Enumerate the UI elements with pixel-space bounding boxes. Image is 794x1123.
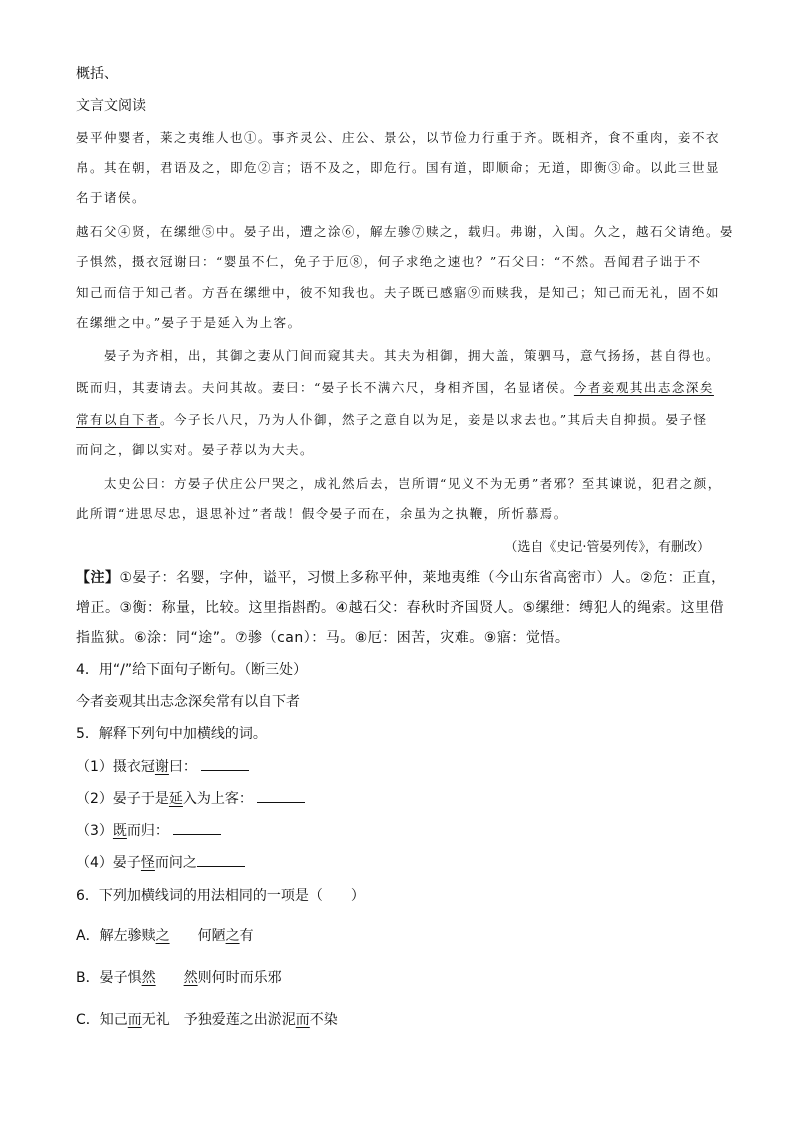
source-citation: （选自《史记·管晏列传》，有删改） bbox=[504, 540, 710, 555]
underlined-word: 怪 bbox=[140, 855, 155, 871]
underlined-word: 然 bbox=[141, 970, 156, 986]
underlined-word: 然 bbox=[183, 970, 198, 986]
passage-line: 太史公曰：方晏子伏庄公尸哭之，成礼然后去，岂所谓“见义不为无勇”者邪？至其谏说，犯君之颜， bbox=[104, 476, 722, 491]
underlined-word: 谢 bbox=[154, 759, 169, 775]
question-5-title: 5．解释下列句中加横线的词。 bbox=[76, 726, 267, 742]
passage-line: 此所谓“进思尽忠，退思补过”者哉！假令晏子而在，余虽为之执鞭，所忻慕焉。 bbox=[76, 506, 568, 521]
question-6-option-c[interactable]: C．知己而无礼 予独爱莲之出淤泥而不染 bbox=[76, 1012, 338, 1028]
passage-line: 越石父④贤，在缧绁⑤中。晏子出，遭之涂⑥，解左骖⑦赎之，载归。弗谢，入闺。久之，越石父请绝。晏 bbox=[76, 224, 735, 239]
answer-blank[interactable] bbox=[173, 820, 221, 835]
answer-blank[interactable] bbox=[197, 852, 245, 867]
passage-line: 晏子为齐相，出，其御之妻从门间而窥其夫。其夫为相御，拥大盖，策驷马，意气扬扬，甚自得也。 bbox=[104, 348, 721, 363]
question-5-item: （4）晏子怪而问之 bbox=[76, 852, 245, 873]
question-6-option-a[interactable]: A．解左骖赎之 何陋之有 bbox=[76, 928, 254, 944]
underlined-word: 之 bbox=[225, 928, 240, 944]
passage-line: 在缧绁之中。”晏子于是延入为上客。 bbox=[76, 315, 302, 330]
underlined-word: 而 bbox=[127, 1012, 142, 1028]
section-heading: 概括、 bbox=[76, 66, 118, 82]
passage-line: 而问之，御以实对。晏子荐以为大夫。 bbox=[76, 442, 315, 457]
underlined-sentence: 常有以自下者 bbox=[76, 412, 161, 427]
passage-line bbox=[76, 378, 714, 398]
underlined-word: 而 bbox=[295, 1012, 310, 1028]
note-line: 指监狱。⑥涂：同“途”。⑦骖（can）：马。⑧厄：困苦，灾难。⑨寤：觉悟。 bbox=[76, 630, 570, 646]
note-line bbox=[76, 568, 726, 588]
passage-heading: 文言文阅读 bbox=[76, 98, 146, 114]
passage-line: 子惧然，摄衣冠谢曰：“婴虽不仁，免子于厄⑧，何子求绝之速也？”石父曰：“不然。吾闻君子诎于不 bbox=[76, 254, 702, 269]
answer-blank[interactable] bbox=[201, 756, 249, 771]
question-4-title: 4．用“/”给下面句子断句。（断三处） bbox=[76, 662, 308, 678]
passage-line: 晏平仲婴者，莱之夷维人也①。事齐灵公、庄公、景公，以节俭力行重于齐。既相齐，食不重肉，妾不衣 bbox=[76, 130, 721, 145]
underlined-sentence: 今者妾观其出志念深矣 bbox=[573, 380, 714, 395]
note-label: 【注】 bbox=[76, 570, 120, 586]
passage-line: 名于诸侯。 bbox=[76, 190, 147, 205]
note-text: ①晏子：名婴，字仲，谥平，习惯上多称平仲，莱地夷维（今山东省高密市）人。②危：正直， bbox=[119, 570, 726, 586]
question-6-title: 6．下列加横线词的用法相同的一项是（ ） bbox=[76, 888, 365, 904]
question-5-item: （2）晏子于是延入为上客： bbox=[76, 788, 305, 809]
underlined-word: 既 bbox=[112, 823, 127, 839]
passage-line: 知己而信于知己者。方吾在缧绁中，彼不知我也。夫子既已感寤⑨而赎我，是知己；知己而无礼，固不如 bbox=[76, 285, 721, 300]
question-4-sentence: 今者妾观其出志念深矣常有以自下者 bbox=[76, 694, 300, 710]
passage-line: 帛。其在朝，君语及之，即危②言；语不及之，即危行。国有道，即顺命；无道，即衡③命。以此三世显 bbox=[76, 160, 721, 175]
note-line: 增正。③衡：称量，比较。这里指斟酌。④越石父：春秋时齐国贤人。⑤缧绁：缚犯人的绳索。这里借 bbox=[76, 600, 725, 616]
question-6-option-b[interactable]: B．晏子惧然 然则何时而乐邪 bbox=[76, 970, 282, 986]
answer-blank[interactable] bbox=[257, 788, 305, 803]
underlined-word: 延 bbox=[168, 791, 183, 807]
underlined-word: 之 bbox=[155, 928, 170, 944]
question-5-item: （3）既而归： bbox=[76, 820, 221, 841]
passage-text: 既而归，其妻请去。夫问其故。妻曰：“晏子长不满六尺，身相齐国，名显诸侯。 bbox=[76, 380, 574, 395]
passage-text: 。今子长八尺，乃为人仆御，然子之意自以为足，妾是以求去也。”其后夫自抑损。晏子怪 bbox=[160, 412, 708, 427]
question-5-item: （1）摄衣冠谢曰： bbox=[76, 756, 249, 777]
passage-line bbox=[76, 410, 708, 430]
